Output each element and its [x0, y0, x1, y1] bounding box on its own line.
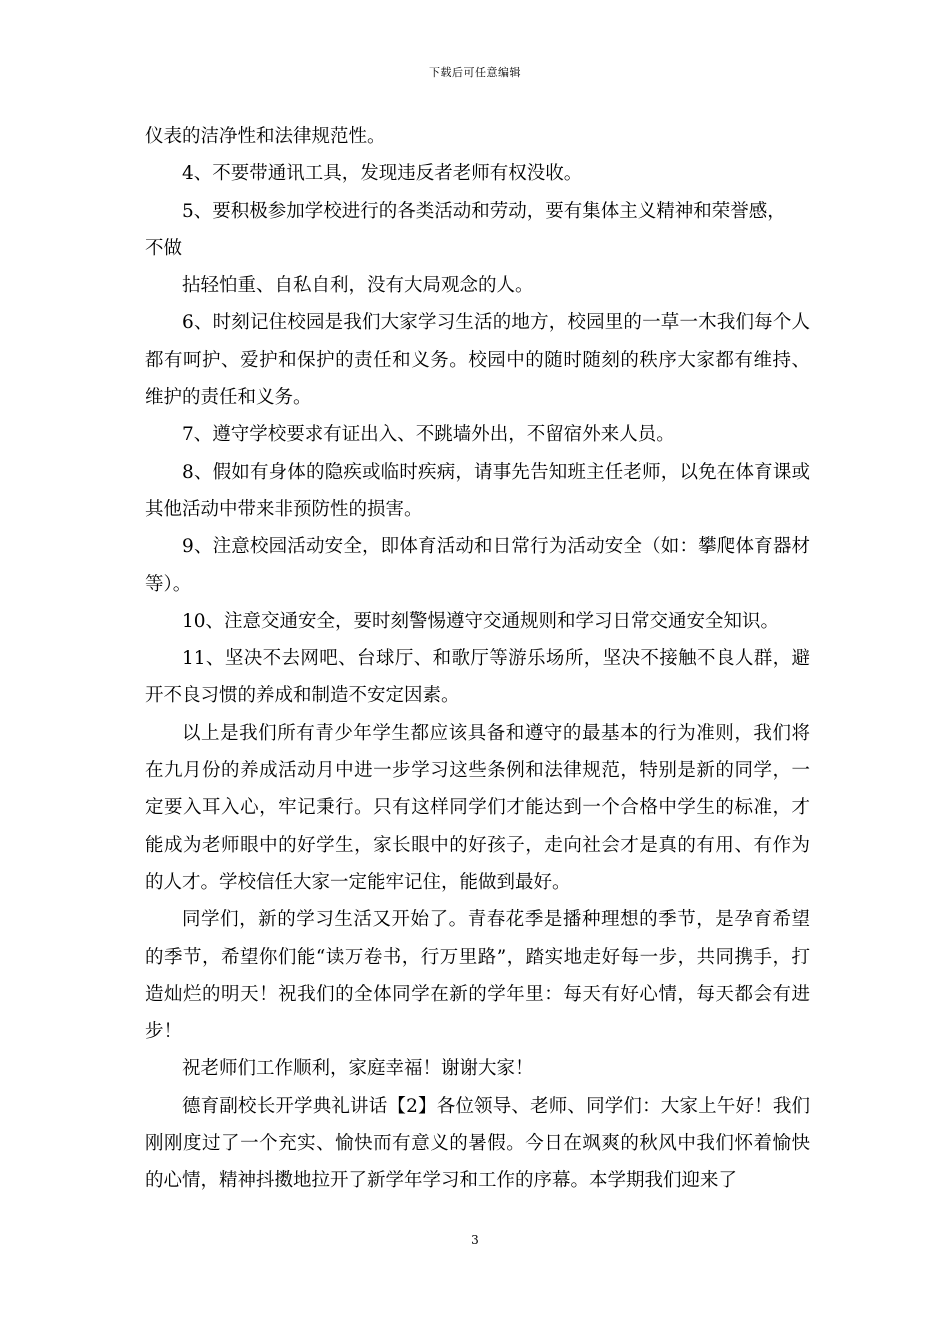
- document-body: [145, 118, 810, 1200]
- paragraph-11: 11、坚决不去网吧、台球厅、和歌厅等游乐场所，坚决不接触不良人群，避开不良习惯的养成和制造不安定因素。: [145, 648, 810, 707]
- paragraph-7: 7、遵守学校要求有证出入、不跳墙外出，不留宿外来人员。: [182, 424, 675, 446]
- paragraph-4: 不做: [145, 237, 183, 259]
- paragraph-1: 仪表的洁净性和法律规范性。: [145, 126, 386, 147]
- paragraph-3: 5、要积极参加学校进行的各类活动和劳动，要有集体主义精神和荣誉感，: [182, 200, 786, 222]
- paragraph-12: 以上是我们所有青少年学生都应该具备和遵守的最基本的行为准则，我们将在九月份的养成活动月中进一步学习这些条例和法律规范，特别是新的同学，一定要入耳入心，牢记秉行。只有这样同学们才能达到一个合格中学生的标准，才能成为老师眼中的好学生，家长眼中的好孩子，走向社会才是真的有用、有作为的人才。学校信任大家一定能牢记住，能做到最好。: [145, 722, 810, 893]
- paragraph-14: 祝老师们工作顺利，家庭幸福！谢谢大家！: [182, 1058, 534, 1080]
- paragraph-6: 6、时刻记住校园是我们大家学习生活的地方，校园里的一草一木我们每个人都有呵护、爱护和保护的责任和义务。校园中的随时随刻的秩序大家都有维持、维护的责任和义务。: [145, 312, 810, 409]
- paragraph-10: 10、注意交通安全，要时刻警惕遵守交通规则和学习日常交通安全知识。: [182, 610, 780, 632]
- paragraph-9: 9、注意校园活动安全，即体育活动和日常行为活动安全（如：攀爬体育器材等）。: [145, 536, 810, 595]
- paragraph-2: 4、不要带通讯工具，发现违反者老师有权没收。: [182, 163, 583, 185]
- paragraph-8: 8、假如有身体的隐疾或临时疾病，请事先告知班主任老师，以免在体育课或其他活动中带来非预防性的损害。: [145, 461, 810, 520]
- page-header: 下载后可任意编辑: [429, 66, 521, 79]
- paragraph-15: 德育副校长开学典礼讲话【2】各位领导、老师、同学们：大家上午好！我们刚刚度过了一个充实、愉快而有意义的暑假。今日在飒爽的秋风中我们怀着愉快的心情，精神抖擞地拉开了新学年学习和工作的序幕。本学期我们迎来了: [145, 1095, 810, 1192]
- page-number: 3: [471, 1233, 479, 1247]
- paragraph-13: 同学们，新的学习生活又开始了。青春花季是播种理想的季节，是孕育希望的季节，希望你们能“读万卷书，行万里路”，踏实地走好每一步，共同携手，打造灿烂的明天！祝我们的全体同学在新的学年里：每天有好心情，每天都会有进步！: [145, 909, 810, 1043]
- paragraph-5: 拈轻怕重、自私自利，没有大局观念的人。: [182, 275, 534, 297]
